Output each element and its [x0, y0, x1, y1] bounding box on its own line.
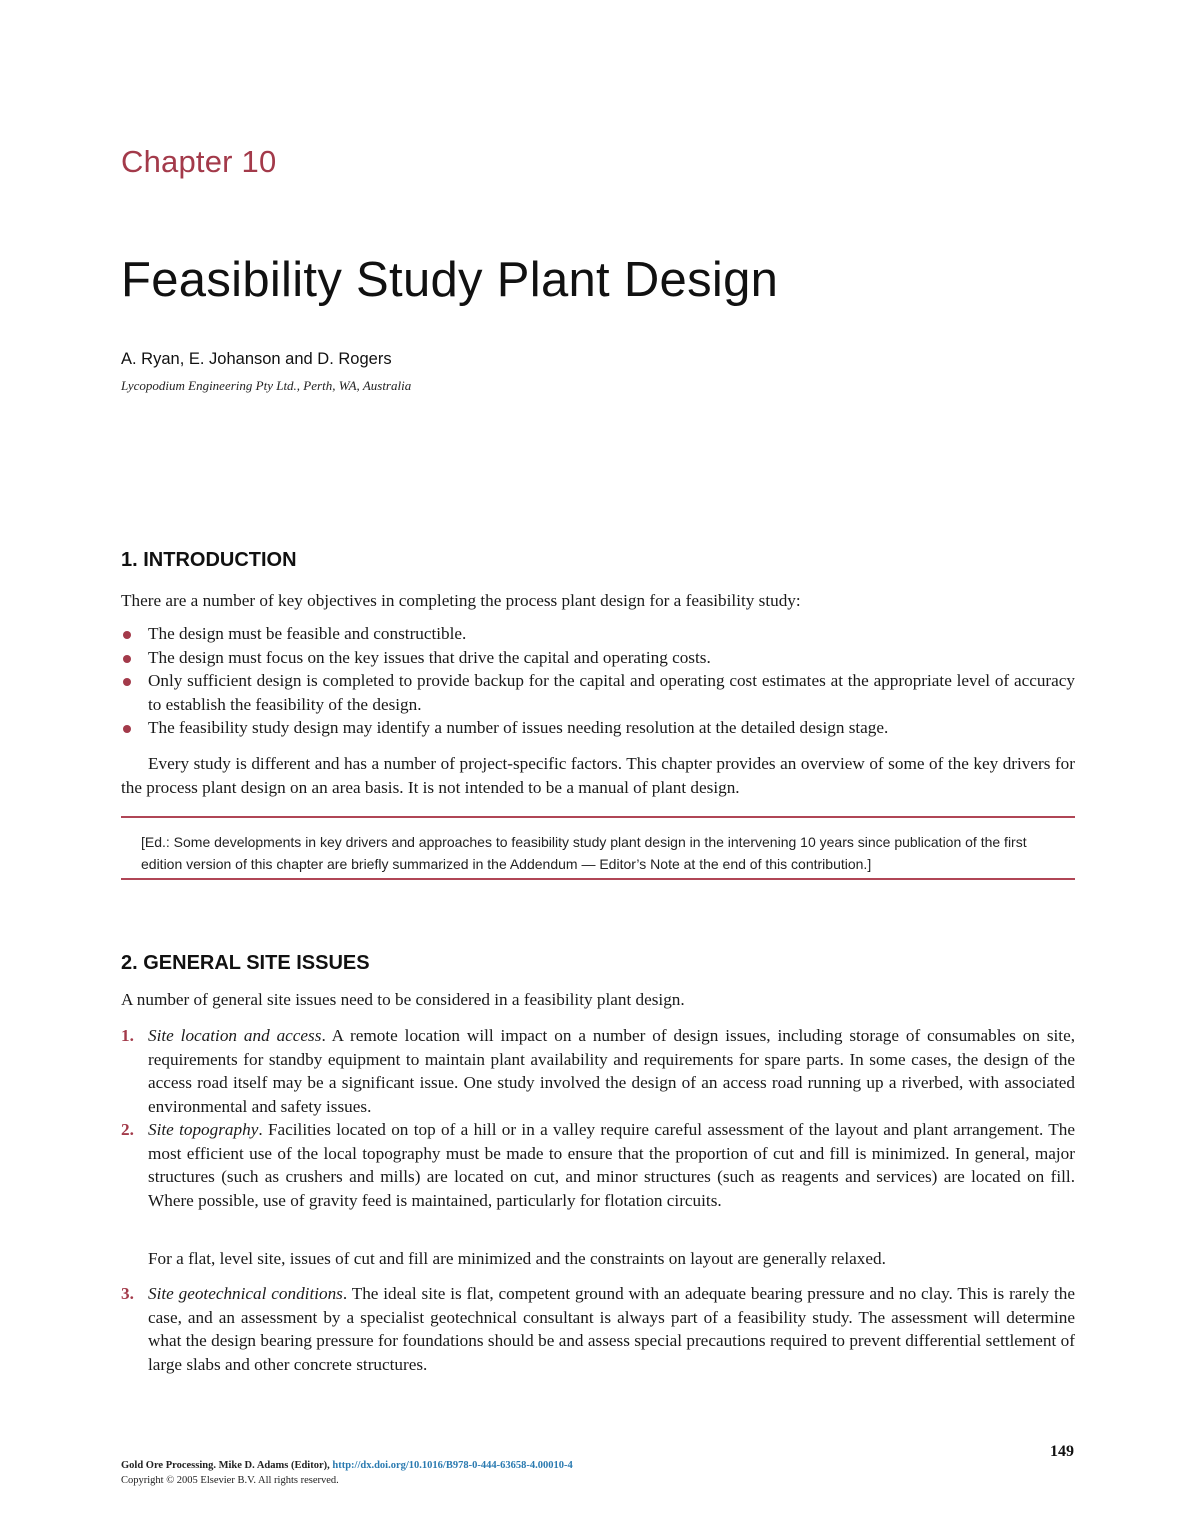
- objectives-list: [121, 622, 1075, 740]
- editor-note-text: [Ed.: Some developments in key drivers and approaches to feasibility study plant design in the intervening 10 years since publication of the first edition version of this chapter are briefly summarized in the Addendum — Editor’s Note at the end of this contribution.]: [141, 834, 1027, 872]
- footer-copyright: Copyright © 2005 Elsevier B.V. All rights reserved.: [121, 1475, 339, 1486]
- list-item: [121, 1118, 1075, 1212]
- list-item: [121, 1282, 1075, 1376]
- item-term: Site location and access: [148, 1026, 322, 1045]
- section-1-paragraph: Every study is different and has a number of project-specific factors. This chapter provides an overview of some of the key drivers for the process plant design on an area basis. It is not intended to be a manual of plant design.: [121, 754, 1075, 797]
- item-text: . A remote location will impact on a number of design issues, including storage of consumables on site, requirements for standby equipment to maintain plant availability and requirements for spare parts. In some cases, the design of the access road itself may be a significant issue. One study involved the design of an access road running up a riverbed, with associated environmental and safety issues.: [148, 1026, 1075, 1116]
- list-item-text: The design must be feasible and constructible.: [148, 624, 467, 643]
- editor-note-box: [121, 816, 1075, 880]
- doi-link[interactable]: http://dx.doi.org/10.1016/B978-0-444-63658-4.00010-4: [332, 1460, 573, 1471]
- item-number: 2.: [121, 1120, 134, 1139]
- bullet-dot-icon: [123, 678, 131, 686]
- list-item-text: The feasibility study design may identify a number of issues needing resolution at the detailed design stage.: [148, 718, 889, 737]
- page-footer: [121, 1458, 573, 1488]
- list-item-text: Only sufficient design is completed to provide backup for the capital and operating cost estimates at the appropriate level of accuracy to establish the feasibility of the design.: [148, 671, 1075, 714]
- chapter-label: Chapter 10: [121, 144, 277, 179]
- item-text: . Facilities located on top of a hill or in a valley require careful assessment of the layout and plant arrangement. The most efficient use of the local topography must be made to ensure that the proportion of cut and fill is minimized. In general, major structures (such as crushers and mills) are located on cut, and minor structures (such as reagents and services) are located on fill. Where possible, use of gravity feed is maintained, particularly for flotation circuits.: [148, 1120, 1075, 1210]
- item-term: Site geotechnical conditions: [148, 1284, 343, 1303]
- list-item: [121, 716, 1075, 740]
- author-affiliation: Lycopodium Engineering Pty Ltd., Perth, WA, Australia: [121, 378, 412, 393]
- chapter-authors: A. Ryan, E. Johanson and D. Rogers: [121, 350, 392, 368]
- bullet-dot-icon: [123, 631, 131, 639]
- chapter-title: Feasibility Study Plant Design: [121, 253, 779, 307]
- footer-book: Gold Ore Processing. Mike D. Adams (Editor),: [121, 1460, 330, 1471]
- item-number: 3.: [121, 1284, 134, 1303]
- item-number: 1.: [121, 1026, 134, 1045]
- item-text: . The ideal site is flat, competent ground with an adequate bearing pressure and no clay. This is rarely the case, and an assessment by a specialist geotechnical consultant is always part of a feasibility study. The assessment will determine what the design bearing pressure for foundations should be and assess special precautions required to prevent differential settlement of large slabs and other concrete structures.: [148, 1284, 1075, 1374]
- section-1-intro: There are a number of key objectives in completing the process plant design for a feasibility study:: [121, 591, 801, 610]
- item-term: Site topography: [148, 1120, 259, 1139]
- list-item-text: The design must focus on the key issues that drive the capital and operating costs.: [148, 647, 711, 667]
- list-item: [121, 622, 1075, 646]
- bullet-dot-icon: [123, 655, 131, 663]
- section-2-heading: 2. GENERAL SITE ISSUES: [121, 952, 370, 974]
- footer-citation: [121, 1458, 573, 1473]
- section-2-intro: A number of general site issues need to be considered in a feasibility plant design.: [121, 990, 685, 1009]
- flat-site-paragraph: For a flat, level site, issues of cut and fill are minimized and the constraints on layout are generally relaxed.: [148, 1249, 886, 1268]
- list-item: [121, 646, 1075, 670]
- list-item: [121, 669, 1075, 716]
- list-item: [121, 1024, 1075, 1118]
- page-number: 149: [1050, 1443, 1074, 1460]
- site-issues-list-continued: [121, 1282, 1075, 1376]
- section-1-heading: 1. INTRODUCTION: [121, 549, 297, 571]
- bullet-dot-icon: [123, 725, 131, 733]
- site-issues-list: [121, 1024, 1075, 1212]
